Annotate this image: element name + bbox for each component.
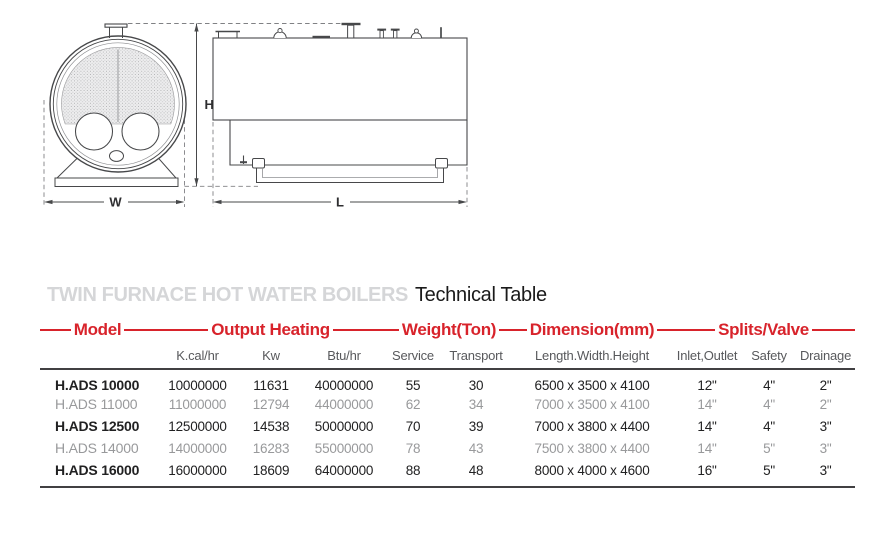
value-cell: 14538: [252, 418, 290, 434]
side-view: [213, 23, 467, 183]
value-cell: 11000000: [168, 396, 227, 412]
value-cell: 34: [468, 396, 484, 412]
safety-valve-dome-left: [274, 29, 286, 39]
value-cell: 88: [405, 462, 421, 478]
subheader-transport: Transport: [440, 343, 512, 369]
model-cell: H.ADS 11000: [55, 396, 138, 412]
value-cell: 4": [763, 396, 775, 412]
mount-foot-right: [436, 159, 448, 169]
value-cell: 55000000: [314, 440, 374, 456]
shell-body: [213, 38, 467, 120]
front-view: [50, 24, 186, 187]
value-cell: 7000 x 3500 x 4100: [534, 396, 650, 412]
group-header-splits-valve: [672, 316, 855, 343]
value-cell: 48: [468, 462, 484, 478]
model-cell: H.ADS 16000: [55, 462, 140, 478]
value-cell: 39: [468, 418, 484, 434]
technical-table: [40, 316, 855, 490]
value-cell: 12500000: [168, 418, 227, 434]
table-subheader-row: [40, 343, 855, 369]
value-cell: 16000000: [168, 462, 227, 478]
value-cell: 44000000: [314, 396, 374, 412]
group-header-output-heating: [155, 316, 386, 343]
group-header-label: Model: [73, 319, 122, 339]
subheader-length-width-height: Length.Width.Height: [512, 343, 672, 369]
base-plate: [55, 178, 178, 187]
safety-valve-dome-right: [411, 29, 421, 38]
model-cell: H.ADS 12500: [55, 418, 140, 434]
group-header-label: Splits/Valve: [718, 319, 809, 339]
value-cell: 14000000: [168, 440, 227, 456]
value-cell: 55: [405, 377, 421, 393]
value-cell: 7500 x 3800 x 4400: [534, 440, 650, 456]
skid-rail-outer: [257, 168, 444, 183]
value-cell: 50000000: [314, 418, 374, 434]
table-group-header-row: [40, 316, 855, 343]
value-cell: 2": [819, 377, 832, 393]
header-dash: [499, 329, 512, 331]
height-dimension-label: H: [204, 97, 214, 112]
subheader-drainage: Drainage: [796, 343, 855, 369]
manhole-flange: [216, 32, 241, 39]
group-header-weight-ton: [386, 316, 512, 343]
value-cell: 64000000: [314, 462, 374, 478]
value-cell: 40000000: [314, 377, 374, 393]
value-cell: 4": [763, 418, 775, 434]
length-dimension-label: L: [336, 194, 344, 210]
header-dash: [40, 329, 71, 331]
skid-rail-inner: [263, 168, 438, 178]
table-row-h-ads-10000: [40, 369, 855, 393]
subheader-kw: Kw: [240, 343, 302, 369]
chimney-flange: [342, 23, 361, 38]
value-cell: 11631: [253, 377, 289, 393]
table-row-h-ads-16000: [40, 459, 855, 481]
header-dash: [812, 329, 855, 331]
value-cell: 18609: [252, 462, 290, 478]
group-header-label: Output Heating: [211, 319, 330, 339]
table-row-h-ads-11000: [40, 393, 855, 415]
section-heading: [47, 284, 547, 307]
inspection-plate: [313, 36, 331, 38]
watermark-title: TWIN FURNACE HOT WATER BOILERS: [47, 284, 408, 306]
group-header-label: Dimension(mm): [529, 319, 655, 339]
header-dash: [386, 329, 399, 331]
value-cell: 8000 x 4000 x 4600: [534, 462, 650, 478]
value-cell: 3": [819, 462, 832, 478]
value-cell: 3": [819, 440, 832, 456]
furnace-tube-left: [76, 113, 113, 150]
model-cell: H.ADS 10000: [55, 377, 140, 393]
value-cell: 12": [697, 377, 717, 393]
value-cell: 70: [405, 418, 421, 434]
value-cell: 78: [405, 440, 421, 456]
table-row-h-ads-12500: [40, 415, 855, 437]
subheader-btu-hr: Btu/hr: [302, 343, 386, 369]
header-dash: [155, 329, 208, 331]
subheader-empty: [40, 343, 155, 369]
pipe-stub-1: [377, 29, 386, 38]
mount-foot-left: [253, 159, 265, 169]
value-cell: 12794: [252, 396, 290, 412]
table-row-h-ads-14000: [40, 437, 855, 459]
pipe-stub-2: [391, 29, 400, 38]
value-cell: 43: [468, 440, 484, 456]
model-cell: H.ADS 14000: [55, 440, 139, 456]
header-dash: [124, 329, 155, 331]
group-header-label: Weight(Ton): [401, 319, 497, 339]
group-header-dimension-mm: [512, 316, 672, 343]
value-cell: 14": [697, 440, 717, 456]
value-cell: 7000 x 3800 x 4400: [534, 418, 650, 434]
group-header-model: [40, 316, 155, 343]
furnace-tube-right: [122, 113, 159, 150]
value-cell: 6500 x 3500 x 4100: [534, 377, 650, 393]
boiler-technical-drawing: [0, 0, 892, 240]
value-cell: 62: [405, 396, 421, 412]
table-bottom-rule-line: [40, 487, 855, 490]
page-title: Technical Table: [414, 284, 547, 306]
width-dimension-label: W: [109, 194, 122, 210]
value-cell: 3": [819, 418, 832, 434]
value-cell: 16": [697, 462, 717, 478]
value-cell: 5": [763, 440, 775, 456]
header-dash: [512, 329, 527, 331]
header-dash: [657, 329, 672, 331]
lower-shell: [230, 120, 467, 165]
drain-port: [110, 151, 124, 162]
subheader-k-cal-hr: K.cal/hr: [155, 343, 240, 369]
drain-valve: [240, 156, 247, 165]
value-cell: 16283: [252, 440, 290, 456]
subheader-safety: Safety: [742, 343, 796, 369]
value-cell: 30: [468, 377, 484, 393]
value-cell: 4": [763, 377, 775, 393]
value-cell: 14": [697, 418, 717, 434]
subheader-inlet-outlet: Inlet,Outlet: [672, 343, 742, 369]
header-dash: [333, 329, 386, 331]
value-cell: 10000000: [168, 377, 227, 393]
subheader-service: Service: [386, 343, 440, 369]
value-cell: 5": [763, 462, 775, 478]
top-fittings: [216, 23, 442, 38]
value-cell: 14": [697, 396, 717, 412]
value-cell: 2": [819, 396, 832, 412]
header-dash: [672, 329, 715, 331]
